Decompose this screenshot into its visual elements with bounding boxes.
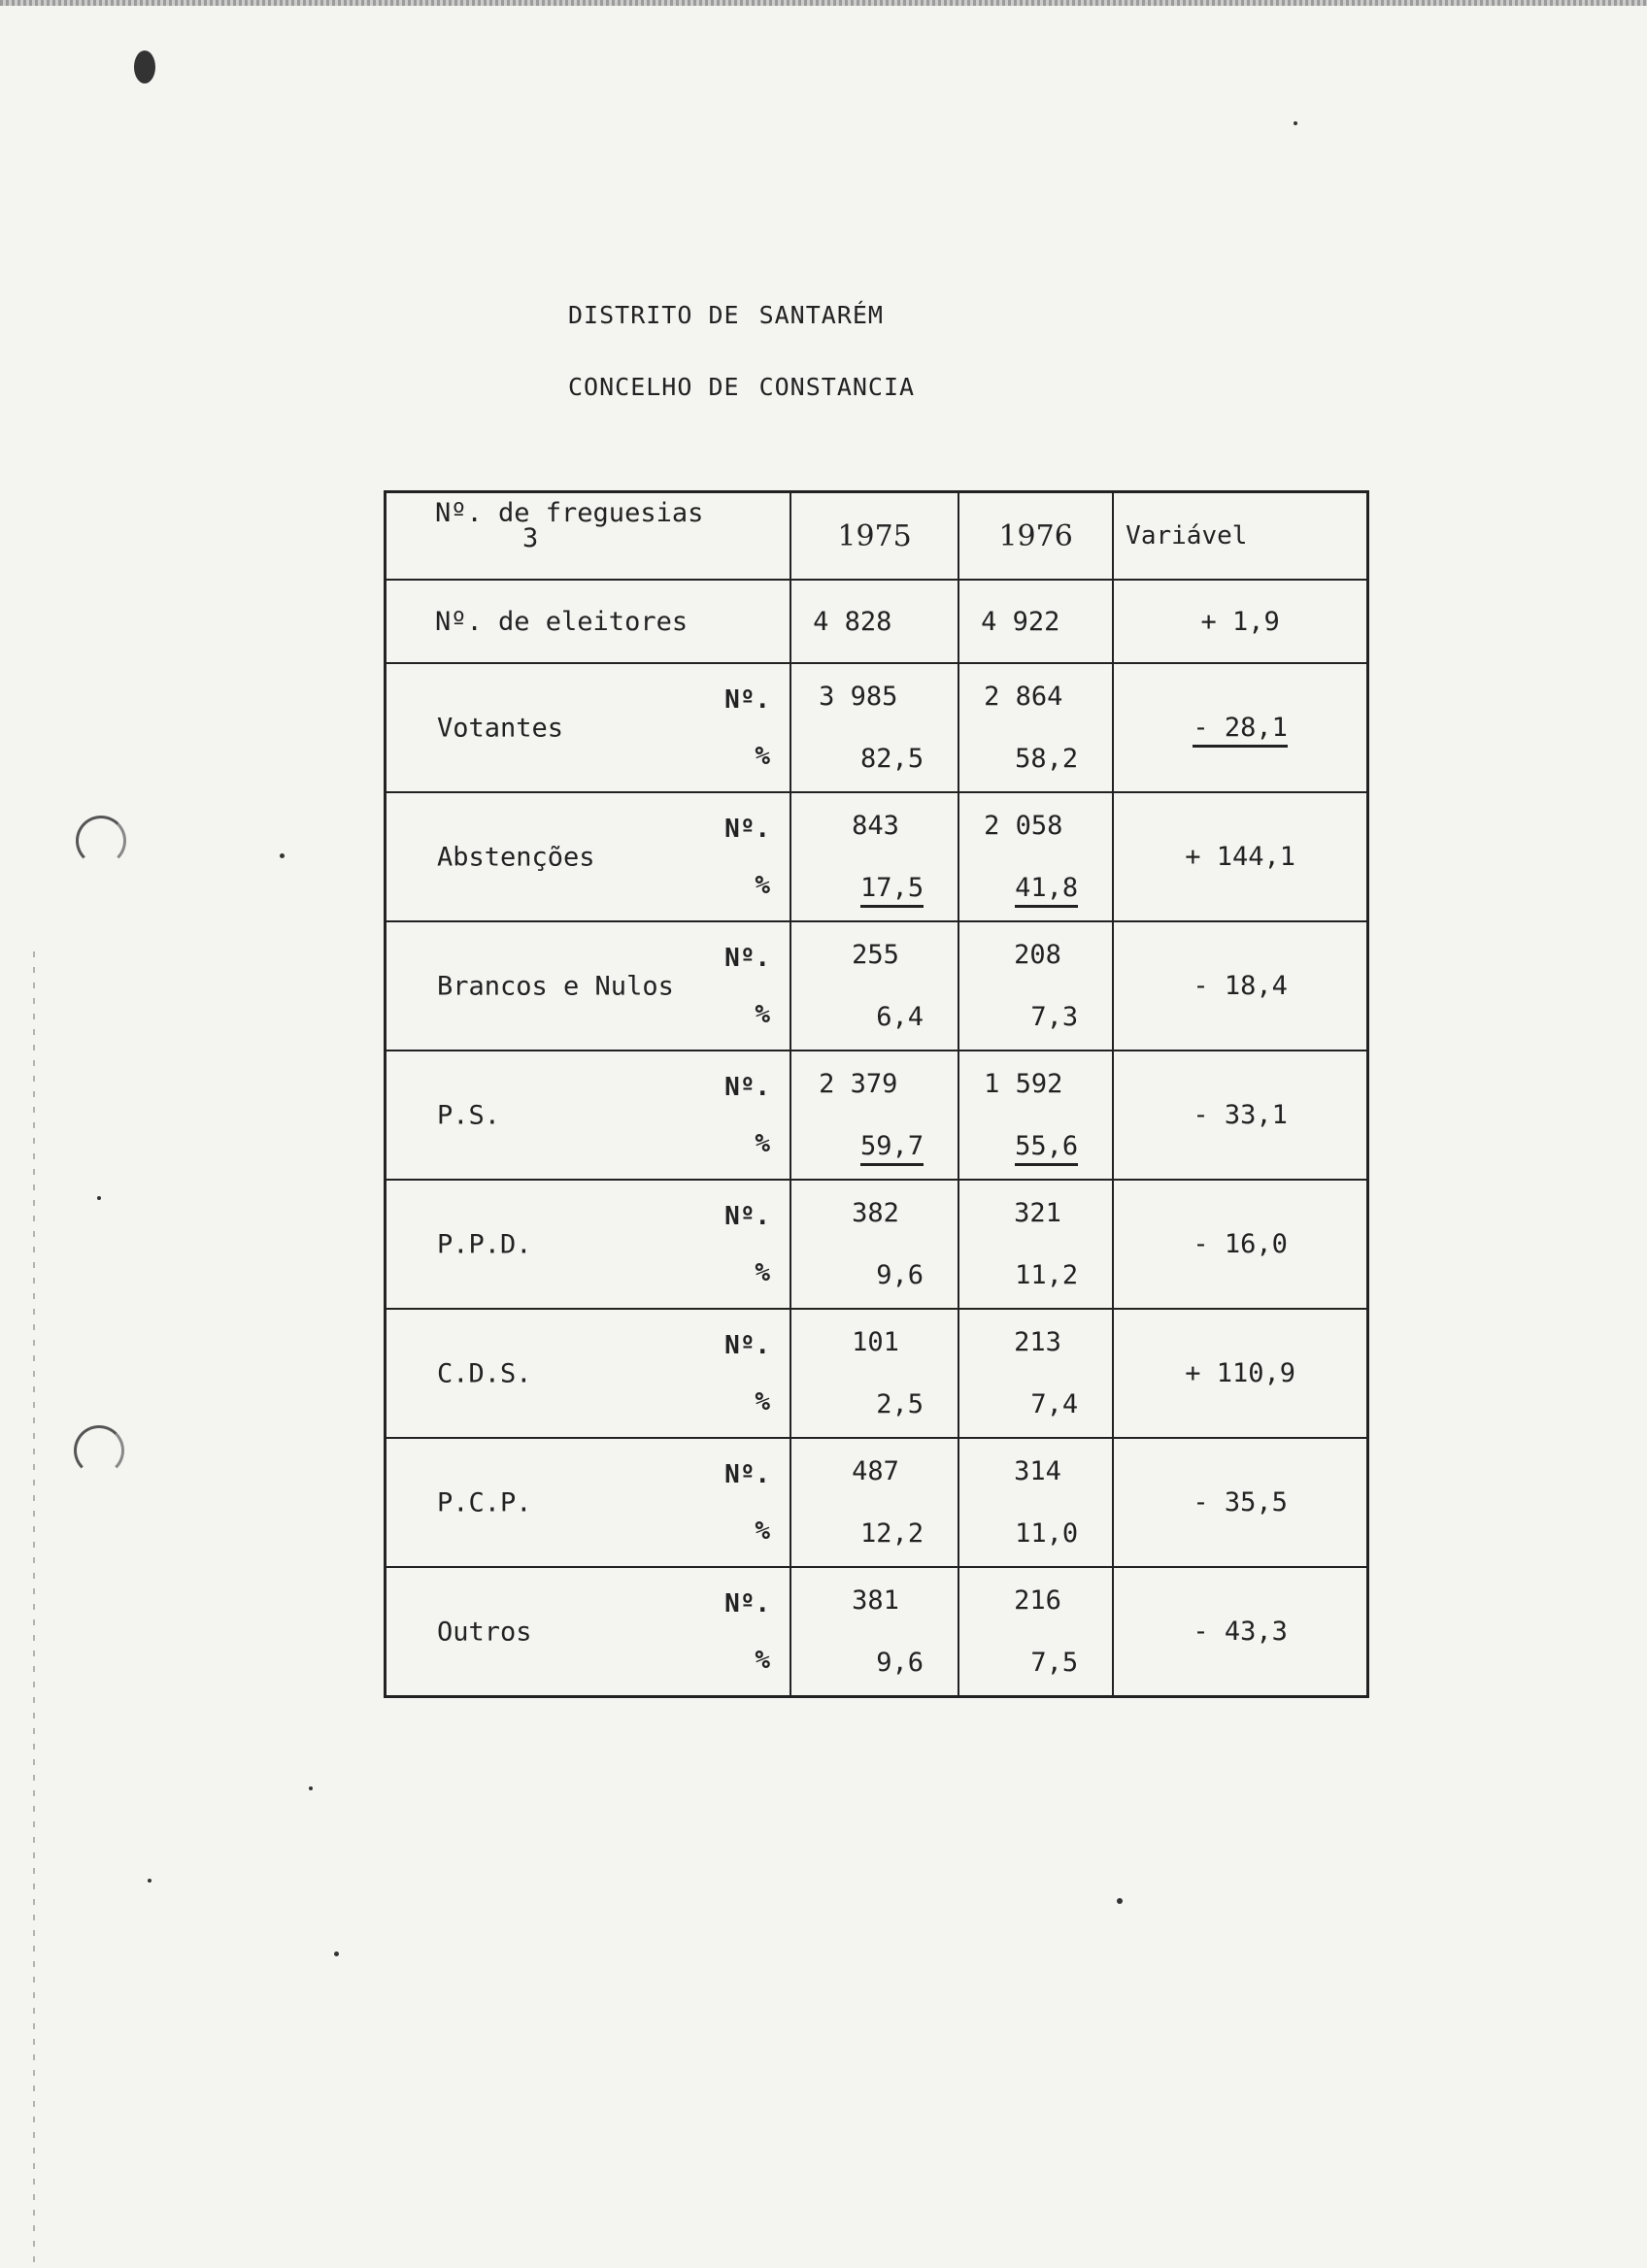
percent-key: % <box>755 1129 771 1158</box>
count-1976: 1 592 <box>984 1069 1063 1099</box>
count-1976: 2 864 <box>984 682 1063 712</box>
percent-key: % <box>755 1387 771 1417</box>
cell-1976 <box>958 1309 1113 1438</box>
row-label: P.C.P. <box>437 1487 532 1518</box>
cell-1975 <box>790 1180 958 1309</box>
change-cell <box>1113 921 1367 1051</box>
percent-key: % <box>755 1258 771 1287</box>
parishes-label: Nº. de freguesias <box>435 498 704 528</box>
percent-key: % <box>755 871 771 900</box>
speck <box>1117 1898 1123 1904</box>
count-1975: 255 <box>852 940 899 970</box>
election-results-table <box>384 490 1369 1698</box>
speck <box>1294 121 1297 125</box>
number-key: Nº. <box>724 1460 771 1489</box>
percent-1975: 17,5 <box>860 873 924 908</box>
row-label-cell <box>386 1567 791 1697</box>
council-name: CONSTANCIA <box>758 373 916 401</box>
margin-line <box>33 951 35 2262</box>
electors-label: Nº. de eleitores <box>386 580 791 663</box>
count-1976: 2 058 <box>984 811 1063 841</box>
row-label-cell <box>386 1051 791 1180</box>
number-key: Nº. <box>724 1202 771 1231</box>
row-label: P.P.D. <box>437 1229 532 1259</box>
count-1976: 216 <box>1014 1585 1061 1616</box>
percent-1976: 41,8 <box>1015 873 1078 908</box>
count-1975: 843 <box>852 811 899 841</box>
cell-1976 <box>958 1567 1113 1697</box>
parishes-count: 3 <box>522 523 539 553</box>
percent-1975: 9,6 <box>876 1648 924 1678</box>
count-1975: 101 <box>852 1327 899 1357</box>
count-1975: 381 <box>852 1585 899 1616</box>
count-1975: 2 379 <box>819 1069 898 1099</box>
cell-1975 <box>790 792 958 921</box>
row-label: P.S. <box>437 1100 501 1130</box>
cell-1976 <box>958 792 1113 921</box>
change-value: - 28,1 <box>1193 713 1288 748</box>
table-row <box>386 663 1368 792</box>
percent-1976: 7,3 <box>1030 1002 1079 1032</box>
table-row <box>386 792 1368 921</box>
percent-1975: 59,7 <box>860 1131 924 1166</box>
count-1976: 208 <box>1014 940 1061 970</box>
percent-1975: 2,5 <box>876 1389 924 1419</box>
punch-hole-bottom <box>74 1425 124 1476</box>
percent-1976: 7,5 <box>1030 1648 1079 1678</box>
percent-1975: 9,6 <box>876 1260 924 1290</box>
cell-1976 <box>958 1051 1113 1180</box>
district-name: SANTARÉM <box>758 301 884 329</box>
count-1975: 382 <box>852 1198 899 1228</box>
cell-1976 <box>958 663 1113 792</box>
table-row <box>386 1309 1368 1438</box>
speck <box>280 853 285 858</box>
percent-key: % <box>755 1646 771 1675</box>
electors-1976: 4 922 <box>958 580 1113 663</box>
count-1976: 314 <box>1014 1456 1061 1486</box>
count-1975: 487 <box>852 1456 899 1486</box>
row-label-cell <box>386 1438 791 1567</box>
row-label-cell <box>386 792 791 921</box>
electors-1975: 4 828 <box>790 580 958 663</box>
year-1975-header: 1975 <box>790 492 958 581</box>
cell-1975 <box>790 1567 958 1697</box>
speck <box>97 1196 101 1200</box>
table-row <box>386 1180 1368 1309</box>
parishes-cell <box>386 492 791 581</box>
cell-1975 <box>790 1051 958 1180</box>
speck <box>309 1786 313 1790</box>
row-label: C.D.S. <box>437 1358 532 1388</box>
number-key: Nº. <box>724 944 771 973</box>
electors-row <box>386 580 1368 663</box>
row-label: Outros <box>437 1617 532 1647</box>
percent-key: % <box>755 742 771 771</box>
cell-1975 <box>790 921 958 1051</box>
district-heading <box>568 301 884 329</box>
number-key: Nº. <box>724 1331 771 1360</box>
change-value: + 144,1 <box>1185 842 1295 872</box>
cell-1976 <box>958 1438 1113 1567</box>
table-row <box>386 1567 1368 1697</box>
change-cell <box>1113 663 1367 792</box>
percent-1976: 7,4 <box>1030 1389 1079 1419</box>
number-key: Nº. <box>724 685 771 715</box>
table-row <box>386 921 1368 1051</box>
council-label: CONCELHO DE <box>568 373 740 401</box>
row-label-cell <box>386 1180 791 1309</box>
change-cell <box>1113 1438 1367 1567</box>
count-1976: 213 <box>1014 1327 1061 1357</box>
ink-blot <box>134 50 155 83</box>
percent-1976: 11,0 <box>1015 1518 1079 1549</box>
number-key: Nº. <box>724 1073 771 1102</box>
table-row <box>386 1051 1368 1180</box>
group-rows <box>386 663 1368 1697</box>
year-1976-header: 1976 <box>958 492 1113 581</box>
percent-key: % <box>755 1000 771 1029</box>
speck <box>148 1879 151 1883</box>
percent-1976: 58,2 <box>1015 744 1079 774</box>
row-label-cell <box>386 1309 791 1438</box>
change-value: + 110,9 <box>1185 1358 1295 1388</box>
council-heading <box>568 373 915 401</box>
change-value: - 33,1 <box>1193 1100 1288 1130</box>
percent-1975: 6,4 <box>876 1002 924 1032</box>
cell-1976 <box>958 921 1113 1051</box>
cell-1976 <box>958 1180 1113 1309</box>
cell-1975 <box>790 663 958 792</box>
count-1975: 3 985 <box>819 682 898 712</box>
number-key: Nº. <box>724 815 771 844</box>
change-value: - 18,4 <box>1193 971 1288 1001</box>
electors-change: + 1,9 <box>1113 580 1367 663</box>
percent-1975: 12,2 <box>860 1518 924 1549</box>
speck <box>334 1951 339 1956</box>
change-value: - 35,5 <box>1193 1487 1288 1518</box>
variation-header: Variável <box>1113 492 1367 581</box>
cell-1975 <box>790 1309 958 1438</box>
table-row <box>386 1438 1368 1567</box>
percent-1975: 82,5 <box>860 744 924 774</box>
change-cell <box>1113 1051 1367 1180</box>
row-label: Abstenções <box>437 842 595 872</box>
header-row <box>386 492 1368 581</box>
cell-1975 <box>790 1438 958 1567</box>
percent-key: % <box>755 1517 771 1546</box>
number-key: Nº. <box>724 1589 771 1618</box>
change-cell <box>1113 1309 1367 1438</box>
count-1976: 321 <box>1014 1198 1061 1228</box>
change-cell <box>1113 1567 1367 1697</box>
row-label: Votantes <box>437 713 564 743</box>
row-label: Brancos e Nulos <box>437 971 674 1001</box>
change-value: - 43,3 <box>1193 1617 1288 1647</box>
change-cell <box>1113 1180 1367 1309</box>
change-value: - 16,0 <box>1193 1229 1288 1259</box>
percent-1976: 55,6 <box>1015 1131 1078 1166</box>
scan-top-edge <box>0 0 1647 6</box>
row-label-cell <box>386 921 791 1051</box>
punch-hole-top <box>76 816 126 866</box>
row-label-cell <box>386 663 791 792</box>
district-label: DISTRITO DE <box>568 301 740 329</box>
change-cell <box>1113 792 1367 921</box>
percent-1976: 11,2 <box>1015 1260 1079 1290</box>
